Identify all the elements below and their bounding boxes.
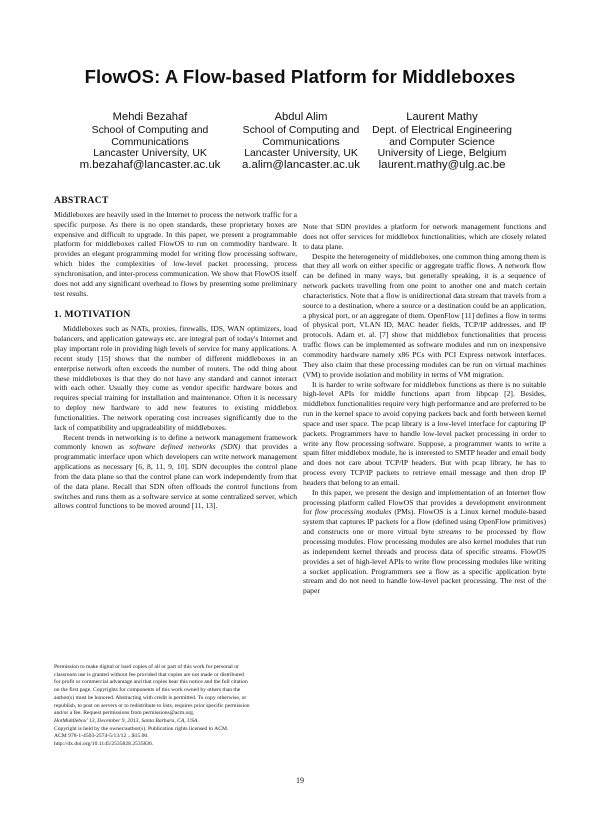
left-column <box>54 196 297 511</box>
body-paragraph: It is harder to write software for middlebox functions as there is no suitable high-level APIs for middle functions apart from libpcap [2]. Besides, middlebox functionalities require very high performance and are preferred to be run in the kernel space to avoid copying packets back and forth between kernel space and user space. The pcap library is a low-level interface for capturing IP packets. Programmers have to handle low-level packet processing in order to write any flow processing software. Suppose, a programmer wants to write a spam filter middlebox module, he is interested to SMTP header and email body and does not care about TCP/IP headers. But with pcap library, he has to process every TCP/IP packets to retrieve email message and then drop IP headers that belong to an email. <box>303 379 546 487</box>
right-column <box>303 222 546 596</box>
text-span: In this paper, we present the design and implementation of an Internet flow processing platform called FlowOS that provides a development environment for <box>303 487 546 517</box>
copyright-notice <box>54 664 297 749</box>
emphasis-text: software defined networks (SDN) <box>129 442 241 452</box>
author-affiliation-line: School of Computing and <box>91 124 209 136</box>
author-email[interactable]: m.bezahaf@lancaster.ac.uk <box>79 159 221 172</box>
author-name: Abdul Alim <box>274 111 328 123</box>
copyright-line: ACM 978-1-4503-2574-5/13/12 ...$15.00. <box>54 733 149 740</box>
author-affiliation-line: Communications <box>111 136 189 148</box>
abstract-text: Middleboxes are heavily used in the Internet to process the network traffic for a specific purpose. As there is no open standards, these proprietary boxes are expensive and difficult to upgrade. In this paper, we present a programmable platform for middleboxes called FlowOS to run on commodity hardware. It provides an elegant programming model for writing flow processing software, which hides the complexities of low-level packet processing, process synchronisation, and inter-process communication. We show that FlowOS itself does not add any significant overhead to flows by presenting some preliminary test results. <box>54 209 297 298</box>
author-name: Laurent Mathy <box>406 111 478 123</box>
text-span: that provides a programmatic interface upon which developers can write network management applications as necessary [6, 8, 11, 9, 10]. SDN decouples the control plane from the data plane so that the control plane can work independently from that of the data plane. Recall that SDN often offloads the control functions from switches and runs them as a software service at some centralized server, which allows control functions to be moved around [11, 13]. <box>54 442 297 511</box>
text-span: Recent trends in networking is to define a network management framework commonly known as <box>54 432 297 452</box>
text-span: (PMs). FlowOS is a Linux kernel module-based system that captures IP packets for a flow (defined using OpenFlow primitives) and constructs one or more virtual byte <box>303 507 547 537</box>
author-email[interactable]: a.alim@lancaster.ac.uk <box>242 159 360 172</box>
body-paragraph: Despite the heterogeneity of middleboxes, one common thing among them is that they all work on either specific or aggregate traffic flows. A network flow can be defined in many ways, but generally speaking, it is a sequence of network packets travelling from one point to another one and match certain characteristics. Note that a flow is unidirectional data stream that travels from a source to a destination, where a source or a destination could be an application, a physical port, or an aggregate of them. OpenFlow [11] defines a flow in terms of physical port, VLAN ID, MAC header fields, TCP/IP addresses, and IP protocols. Adam et. al. [7] show that middlebox functionalities that process traffic flows can be implemented as software modules and run on inexpensive commodity hardware namely x86 PCs with PCI Express network interfaces. They also claim that these processing modules can be run on virtual machines (VM) to provide isolation and mobility in terms of VM migration. <box>303 251 546 379</box>
emphasis-text: flow processing modules <box>314 507 392 517</box>
doi-link[interactable]: http://dx.doi.org/10.1145/2535828.2535836. <box>54 741 154 748</box>
author-affiliation-line: Communications <box>262 136 340 148</box>
copyright-line: Permission to make digital or hard copies of all or part of this work for personal or <box>54 664 239 670</box>
copyright-line: Copyright is held by the owner/author(s). Publication rights licensed to ACM. <box>54 725 229 732</box>
author-affiliation-line: School of Computing and <box>242 124 360 136</box>
motivation-heading: 1. MOTIVATION <box>54 309 131 321</box>
copyright-line: on the first page. Copyrights for components of this work owned by others than the <box>54 687 241 694</box>
body-paragraph <box>303 488 546 596</box>
author-name: Mehdi Bezahaf <box>112 111 188 123</box>
body-paragraph: Middleboxes such as NATs, proxies, firewalls, IDS, WAN optimizers, load balancers, and application gateways etc. are integral part of today's Internet and play important role in providing high levels of service for many applications. A recent study [15] shows that the number of different middleboxes in an enterprise network often exceeds the number of routers. The odd thing about these middleboxes is that they do not have any standard and cannot interact with each other. Usually they come as vendor specific hardware boxes and requires special training for installation and maintenance. Often it is necessary to deploy new hardware to add new features to existing middlebox functionalities. The network operating cost increases significantly due to the lack of compatibility and upgradeability of middleboxes. <box>54 324 297 432</box>
copyright-line: and/or a fee. Request permissions from permissions@acm.org. <box>54 710 195 717</box>
emphasis-text: streams <box>438 527 462 537</box>
author-affiliation-line: Lancaster University, UK <box>93 148 207 160</box>
copyright-line: republish, to post on servers or to redistribute to lists, requires prior specific permission <box>54 702 250 709</box>
author-affiliation-line: and Computer Science <box>389 136 495 148</box>
body-paragraph: Note that SDN provides a platform for network management functions and does not offer services for middlebox functionalities, which are closely related to data plane. <box>303 222 546 251</box>
copyright-line: for profit or commercial advantage and that copies bear this notice and the full citation <box>54 679 248 686</box>
author-email[interactable]: laurent.mathy@ulg.ac.be <box>378 159 506 172</box>
copyright-line: author(s) must be honored. Abstracting with credit is permitted. To copy otherwise, or <box>54 694 247 701</box>
text-span: to be processed by flow processing modules. Flow processing modules are also kernel modules that run as independent kernel threads and process data of specific streams. FlowOS provides a set of high-level APIs to write flow processing modules like writing a socket application. Programmers see a flow as a specific application byte stream and do not need to handle low-level packet processing. The rest of the paper <box>303 527 546 596</box>
author-affiliation-line: University of Liege, Belgium <box>377 148 507 160</box>
author-block-3 <box>352 112 532 172</box>
author-affiliation-line: Lancaster University, UK <box>244 148 358 160</box>
paper-title: FlowOS: A Flow-based Platform for Middleboxes <box>84 66 516 87</box>
body-paragraph <box>54 433 297 512</box>
copyright-line: HotMiddlebox' 13, December 9, 2013, Santa Barbara, CA, USA. <box>54 717 199 724</box>
abstract-heading: ABSTRACT <box>54 195 109 206</box>
copyright-line: classroom use is granted without fee provided that copies are not made or distributed <box>54 671 244 678</box>
page-number: 19 <box>296 776 304 785</box>
author-affiliation-line: Dept. of Electrical Engineering <box>372 124 512 136</box>
